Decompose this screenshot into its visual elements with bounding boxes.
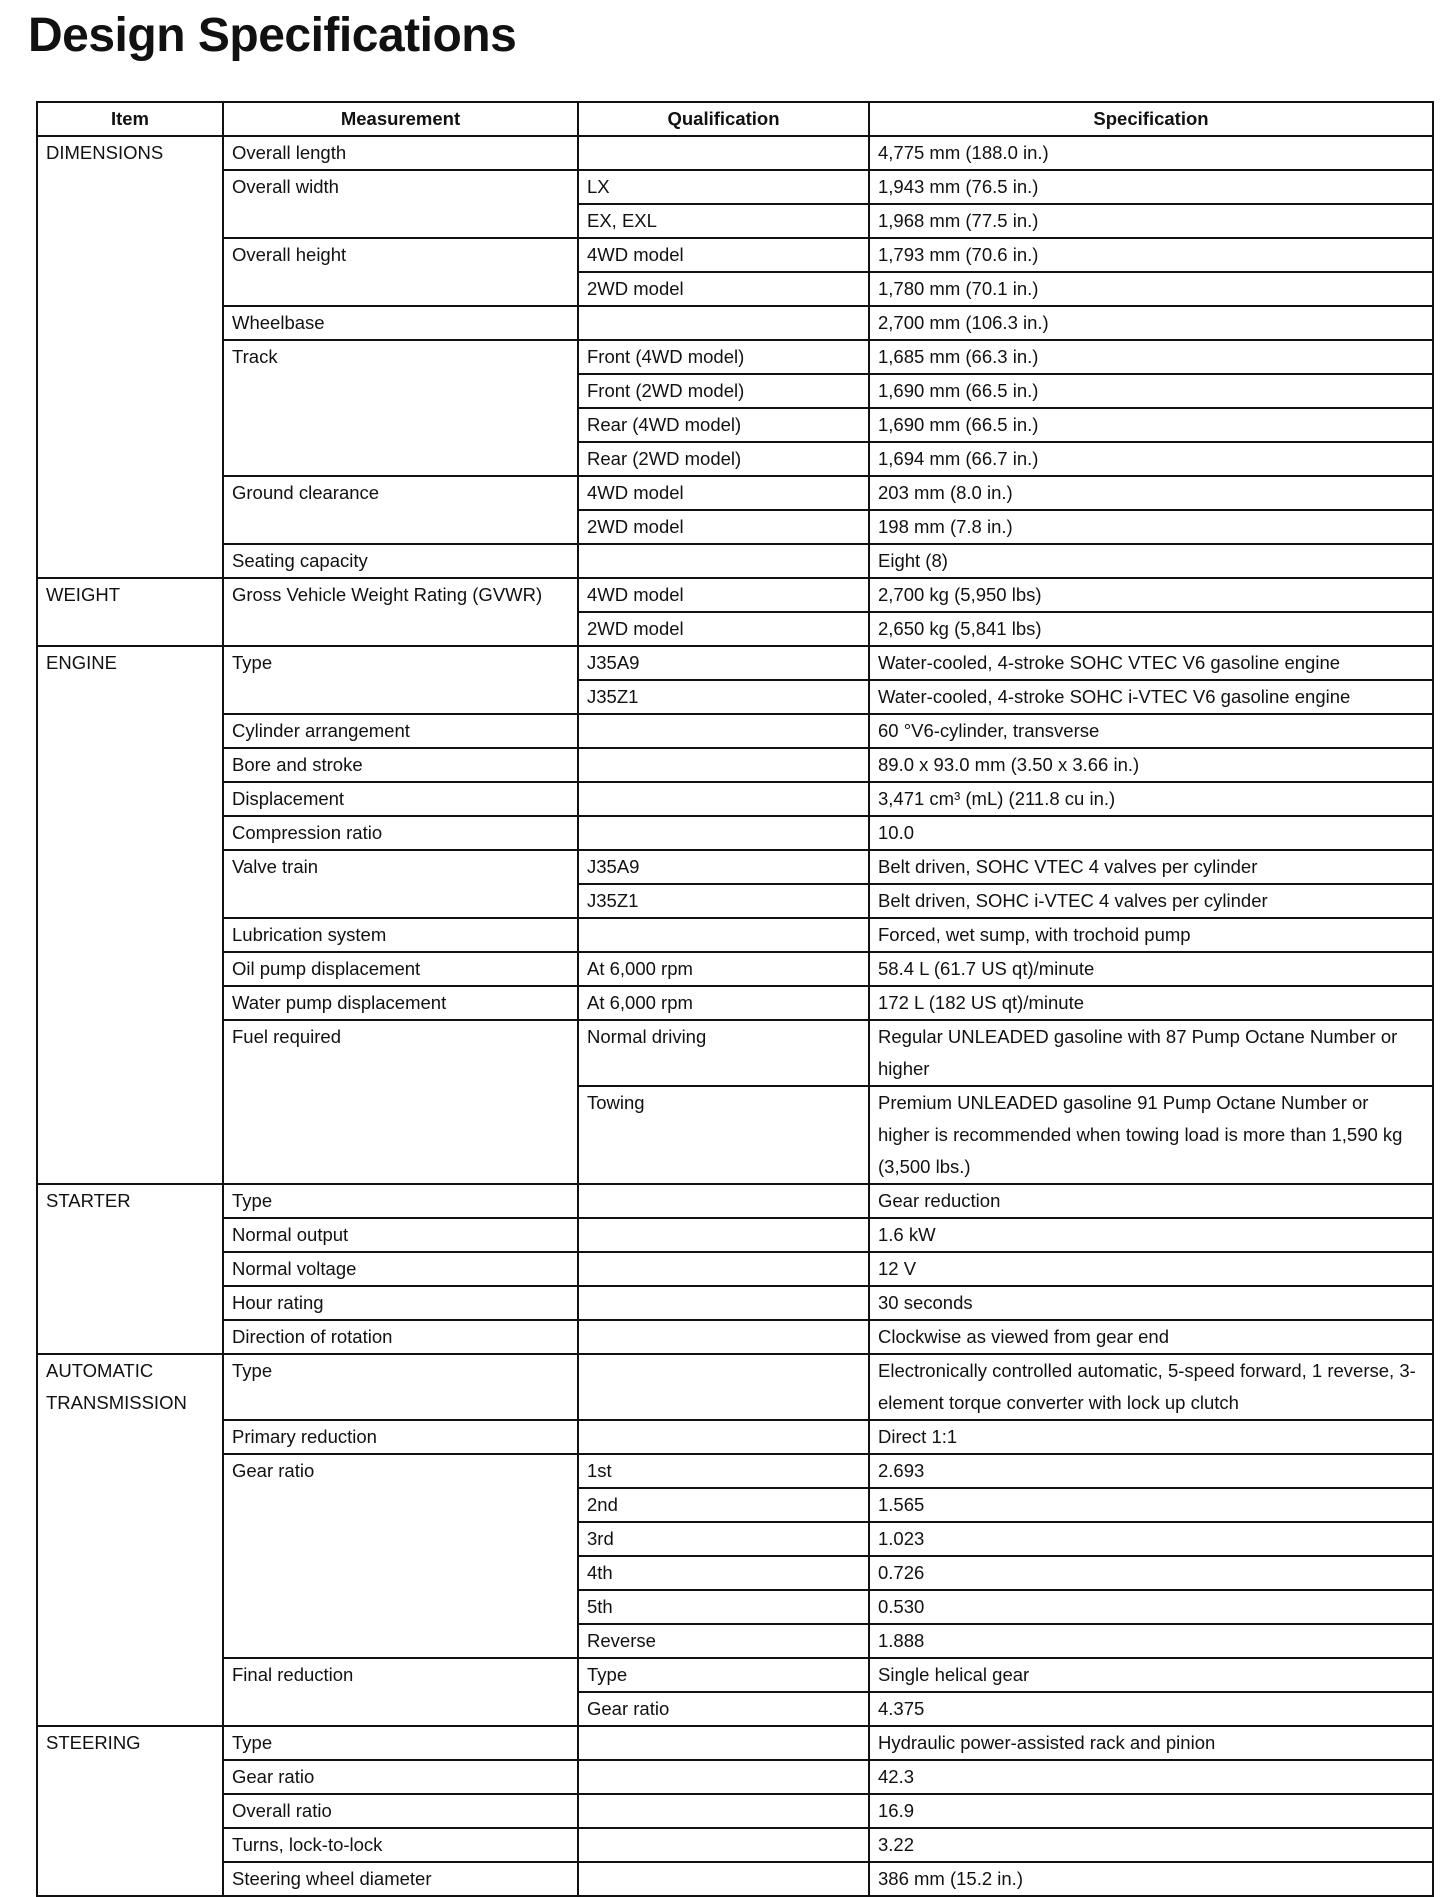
spec-table	[36, 101, 1434, 1897]
header-item: Item	[37, 102, 223, 136]
qualification-cell	[578, 1320, 869, 1354]
table-row	[37, 1286, 1433, 1320]
table-row	[37, 952, 1433, 986]
qualification-cell	[578, 782, 869, 816]
qualification-cell: At 6,000 rpm	[578, 952, 869, 986]
qualification-cell: Reverse	[578, 1624, 869, 1658]
qualification-cell	[578, 1218, 869, 1252]
specification-cell: 58.4 L (61.7 US qt)/minute	[869, 952, 1433, 986]
specification-cell: 1,694 mm (66.7 in.)	[869, 442, 1433, 476]
measurement-cell: Type	[223, 1354, 578, 1420]
specification-cell: Gear reduction	[869, 1184, 1433, 1218]
table-row	[37, 782, 1433, 816]
qualification-cell	[578, 714, 869, 748]
qualification-cell: Front (4WD model)	[578, 340, 869, 374]
qualification-cell: 3rd	[578, 1522, 869, 1556]
qualification-cell	[578, 1184, 869, 1218]
table-row	[37, 1794, 1433, 1828]
table-row	[37, 578, 1433, 612]
item-cell: DIMENSIONS	[37, 136, 223, 578]
table-row	[37, 238, 1433, 272]
qualification-cell: J35A9	[578, 646, 869, 680]
specification-cell: 3,471 cm³ (mL) (211.8 cu in.)	[869, 782, 1433, 816]
qualification-cell: 2WD model	[578, 612, 869, 646]
page-title: Design Specifications	[28, 9, 517, 62]
qualification-cell	[578, 1726, 869, 1760]
qualification-cell: J35A9	[578, 850, 869, 884]
header-specification: Specification	[869, 102, 1433, 136]
measurement-cell: Track	[223, 340, 578, 476]
specification-cell: 1,968 mm (77.5 in.)	[869, 204, 1433, 238]
specification-cell: 10.0	[869, 816, 1433, 850]
qualification-cell: 5th	[578, 1590, 869, 1624]
measurement-cell: Water pump displacement	[223, 986, 578, 1020]
measurement-cell: Direction of rotation	[223, 1320, 578, 1354]
table-row	[37, 306, 1433, 340]
table-row	[37, 476, 1433, 510]
measurement-cell: Gear ratio	[223, 1454, 578, 1658]
measurement-cell: Turns, lock-to-lock	[223, 1828, 578, 1862]
specification-cell: Belt driven, SOHC VTEC 4 valves per cylinder	[869, 850, 1433, 884]
specification-cell: 30 seconds	[869, 1286, 1433, 1320]
measurement-cell: Gross Vehicle Weight Rating (GVWR)	[223, 578, 578, 646]
specification-cell: Water-cooled, 4-stroke SOHC i-VTEC V6 gasoline engine	[869, 680, 1433, 714]
qualification-cell	[578, 748, 869, 782]
specification-cell: 386 mm (15.2 in.)	[869, 1862, 1433, 1896]
measurement-cell: Type	[223, 646, 578, 714]
measurement-cell: Overall length	[223, 136, 578, 170]
specification-cell: 198 mm (7.8 in.)	[869, 510, 1433, 544]
specification-cell: 2,650 kg (5,841 lbs)	[869, 612, 1433, 646]
qualification-cell: 1st	[578, 1454, 869, 1488]
table-row	[37, 1658, 1433, 1692]
table-row	[37, 1726, 1433, 1760]
qualification-cell	[578, 1354, 869, 1420]
table-row	[37, 544, 1433, 578]
qualification-cell: Rear (2WD model)	[578, 442, 869, 476]
specification-cell: 4.375	[869, 1692, 1433, 1726]
qualification-cell: Normal driving	[578, 1020, 869, 1086]
specification-cell: Single helical gear	[869, 1658, 1433, 1692]
measurement-cell: Overall ratio	[223, 1794, 578, 1828]
table-row	[37, 918, 1433, 952]
specification-cell: 0.726	[869, 1556, 1433, 1590]
qualification-cell	[578, 1794, 869, 1828]
qualification-cell	[578, 1828, 869, 1862]
measurement-cell: Valve train	[223, 850, 578, 918]
qualification-cell	[578, 1286, 869, 1320]
specification-cell: 2,700 mm (106.3 in.)	[869, 306, 1433, 340]
table-row	[37, 1020, 1433, 1086]
qualification-cell	[578, 816, 869, 850]
measurement-cell: Overall height	[223, 238, 578, 306]
qualification-cell	[578, 136, 869, 170]
item-cell: STARTER	[37, 1184, 223, 1354]
qualification-cell: Gear ratio	[578, 1692, 869, 1726]
specification-cell: Forced, wet sump, with trochoid pump	[869, 918, 1433, 952]
qualification-cell: At 6,000 rpm	[578, 986, 869, 1020]
specification-cell: Clockwise as viewed from gear end	[869, 1320, 1433, 1354]
qualification-cell: Type	[578, 1658, 869, 1692]
qualification-cell	[578, 306, 869, 340]
table-row	[37, 1760, 1433, 1794]
measurement-cell: Fuel required	[223, 1020, 578, 1184]
table-row	[37, 646, 1433, 680]
table-row	[37, 986, 1433, 1020]
specification-cell: 0.530	[869, 1590, 1433, 1624]
specification-cell: 2,700 kg (5,950 lbs)	[869, 578, 1433, 612]
measurement-cell: Oil pump displacement	[223, 952, 578, 986]
table-row	[37, 1420, 1433, 1454]
qualification-cell	[578, 1420, 869, 1454]
table-row	[37, 170, 1433, 204]
measurement-cell: Bore and stroke	[223, 748, 578, 782]
specification-cell: Electronically controlled automatic, 5-speed forward, 1 reverse, 3-element torque converter with lock up clutch	[869, 1354, 1433, 1420]
specification-cell: 203 mm (8.0 in.)	[869, 476, 1433, 510]
item-cell: AUTOMATIC TRANSMISSION	[37, 1354, 223, 1726]
qualification-cell: J35Z1	[578, 680, 869, 714]
specification-cell: 1,780 mm (70.1 in.)	[869, 272, 1433, 306]
measurement-cell: Seating capacity	[223, 544, 578, 578]
table-row	[37, 1320, 1433, 1354]
specification-cell: 3.22	[869, 1828, 1433, 1862]
specification-cell: 1.023	[869, 1522, 1433, 1556]
item-cell: WEIGHT	[37, 578, 223, 646]
specification-cell: 42.3	[869, 1760, 1433, 1794]
specification-cell: Belt driven, SOHC i-VTEC 4 valves per cylinder	[869, 884, 1433, 918]
measurement-cell: Ground clearance	[223, 476, 578, 544]
specification-cell: 60 °V6-cylinder, transverse	[869, 714, 1433, 748]
qualification-cell: 4th	[578, 1556, 869, 1590]
specification-cell: Premium UNLEADED gasoline 91 Pump Octane Number or higher is recommended when towing load is more than 1,590 kg (3,500 lbs.)	[869, 1086, 1433, 1184]
qualification-cell: LX	[578, 170, 869, 204]
measurement-cell: Wheelbase	[223, 306, 578, 340]
qualification-cell: 2WD model	[578, 272, 869, 306]
table-row	[37, 340, 1433, 374]
specification-cell: 1,690 mm (66.5 in.)	[869, 374, 1433, 408]
specification-cell: 2.693	[869, 1454, 1433, 1488]
specification-cell: 1.6 kW	[869, 1218, 1433, 1252]
measurement-cell: Compression ratio	[223, 816, 578, 850]
specification-cell: 1,943 mm (76.5 in.)	[869, 170, 1433, 204]
table-row	[37, 1184, 1433, 1218]
specification-cell: Regular UNLEADED gasoline with 87 Pump Octane Number or higher	[869, 1020, 1433, 1086]
measurement-cell: Gear ratio	[223, 1760, 578, 1794]
table-row	[37, 850, 1433, 884]
table-row	[37, 1252, 1433, 1286]
specification-cell: Water-cooled, 4-stroke SOHC VTEC V6 gasoline engine	[869, 646, 1433, 680]
header-row	[37, 102, 1433, 136]
qualification-cell	[578, 544, 869, 578]
measurement-cell: Displacement	[223, 782, 578, 816]
qualification-cell	[578, 1862, 869, 1896]
qualification-cell: EX, EXL	[578, 204, 869, 238]
measurement-cell: Final reduction	[223, 1658, 578, 1726]
qualification-cell: 2nd	[578, 1488, 869, 1522]
specification-cell: 1.565	[869, 1488, 1433, 1522]
table-row	[37, 136, 1433, 170]
qualification-cell: Towing	[578, 1086, 869, 1184]
qualification-cell	[578, 1252, 869, 1286]
measurement-cell: Normal output	[223, 1218, 578, 1252]
measurement-cell: Cylinder arrangement	[223, 714, 578, 748]
measurement-cell: Overall width	[223, 170, 578, 238]
specification-cell: Hydraulic power-assisted rack and pinion	[869, 1726, 1433, 1760]
table-row	[37, 1354, 1433, 1420]
measurement-cell: Steering wheel diameter	[223, 1862, 578, 1896]
qualification-cell: Front (2WD model)	[578, 374, 869, 408]
table-row	[37, 1828, 1433, 1862]
header-measurement: Measurement	[223, 102, 578, 136]
qualification-cell: 2WD model	[578, 510, 869, 544]
specification-cell: 12 V	[869, 1252, 1433, 1286]
specification-cell: 89.0 x 93.0 mm (3.50 x 3.66 in.)	[869, 748, 1433, 782]
qualification-cell: J35Z1	[578, 884, 869, 918]
specification-cell: 16.9	[869, 1794, 1433, 1828]
table-row	[37, 748, 1433, 782]
measurement-cell: Normal voltage	[223, 1252, 578, 1286]
measurement-cell: Lubrication system	[223, 918, 578, 952]
qualification-cell: Rear (4WD model)	[578, 408, 869, 442]
header-qualification: Qualification	[578, 102, 869, 136]
specification-cell: 1,793 mm (70.6 in.)	[869, 238, 1433, 272]
specification-cell: Eight (8)	[869, 544, 1433, 578]
item-cell: STEERING	[37, 1726, 223, 1896]
specification-cell: 1,685 mm (66.3 in.)	[869, 340, 1433, 374]
table-row	[37, 1218, 1433, 1252]
qualification-cell	[578, 1760, 869, 1794]
specification-cell: 1.888	[869, 1624, 1433, 1658]
specification-cell: 4,775 mm (188.0 in.)	[869, 136, 1433, 170]
qualification-cell: 4WD model	[578, 238, 869, 272]
table-row	[37, 1454, 1433, 1488]
qualification-cell: 4WD model	[578, 476, 869, 510]
measurement-cell: Primary reduction	[223, 1420, 578, 1454]
qualification-cell	[578, 918, 869, 952]
measurement-cell: Type	[223, 1726, 578, 1760]
table-row	[37, 1862, 1433, 1896]
table-row	[37, 816, 1433, 850]
table-row	[37, 714, 1433, 748]
specification-cell: Direct 1:1	[869, 1420, 1433, 1454]
measurement-cell: Type	[223, 1184, 578, 1218]
item-cell: ENGINE	[37, 646, 223, 1184]
specification-cell: 172 L (182 US qt)/minute	[869, 986, 1433, 1020]
measurement-cell: Hour rating	[223, 1286, 578, 1320]
specification-cell: 1,690 mm (66.5 in.)	[869, 408, 1433, 442]
qualification-cell: 4WD model	[578, 578, 869, 612]
